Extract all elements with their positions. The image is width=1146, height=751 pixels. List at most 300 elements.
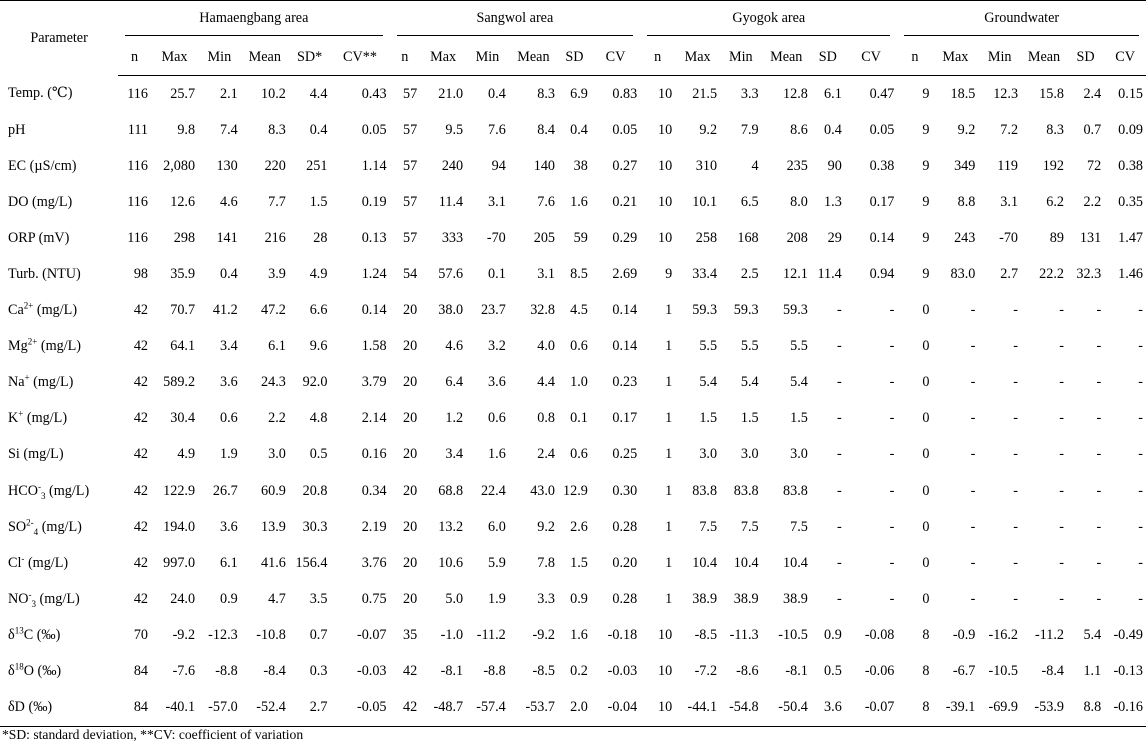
value-cell: -	[1138, 590, 1143, 607]
value-cell: -8.4	[1041, 663, 1064, 680]
value-cell: 42	[133, 302, 148, 319]
value-cell: 10	[658, 229, 673, 246]
value-cell: -	[1059, 446, 1064, 463]
value-cell: 1.5	[740, 410, 759, 427]
table-row	[0, 437, 1146, 473]
value-cell: 10	[658, 626, 673, 643]
value-cell: -8.1	[785, 663, 808, 680]
value-cell: -	[970, 446, 976, 463]
value-cell: 9	[665, 266, 673, 283]
value-cell: -	[1096, 554, 1102, 571]
value-cell: 84	[118, 690, 151, 727]
value-cell: 35	[402, 626, 418, 643]
value-cell: 192	[1042, 157, 1064, 174]
table-row	[0, 184, 1146, 220]
value-cell: 0	[922, 482, 930, 499]
parameter-base: Cl	[8, 554, 22, 571]
value-cell: 8	[922, 663, 930, 680]
value-cell: 1	[665, 410, 673, 427]
group-label: Gyogok area	[647, 4, 890, 36]
value-cell: 20	[402, 338, 418, 355]
value-cell: 7.4	[219, 121, 238, 138]
value-cell: 9.2	[699, 121, 718, 138]
value-cell: 83.8	[783, 482, 808, 499]
value-cell: -0.06	[864, 663, 895, 680]
parameter-label	[0, 690, 118, 727]
column-header: Mean	[509, 39, 558, 76]
value-cell: 9	[922, 85, 930, 102]
value-cell: 89	[1049, 229, 1064, 246]
value-cell: 1.24	[361, 266, 387, 283]
value-cell: 20	[402, 590, 418, 607]
value-cell: 38.9	[733, 590, 759, 607]
value-cell: -	[1059, 518, 1064, 535]
value-cell: 9.2	[957, 121, 976, 138]
value-cell: -11.3	[729, 626, 759, 643]
parameter-base: Si (mg/L)	[8, 446, 64, 463]
value-cell: 8.3	[537, 85, 556, 102]
value-cell: 8.6	[790, 121, 808, 138]
column-header: Mean	[1021, 39, 1067, 76]
parameter-unit: O (‰)	[23, 663, 62, 680]
value-cell: -	[1059, 410, 1064, 427]
value-cell: 9.2	[537, 518, 556, 535]
parameter-base: NO	[8, 590, 29, 607]
value-cell: 8.8	[957, 193, 976, 210]
parameter-base: SO	[8, 518, 27, 535]
parameter-label	[0, 184, 118, 220]
value-cell: -8.8	[215, 663, 238, 680]
parameter-superscript: -	[21, 553, 25, 564]
group-label: Groundwater	[904, 4, 1139, 36]
value-cell: 83.0	[950, 266, 976, 283]
value-cell: 7.5	[699, 518, 718, 535]
value-cell: -8.1	[440, 663, 464, 680]
value-cell: 5.4	[790, 374, 808, 391]
value-cell: -	[1138, 374, 1143, 391]
parameter-label	[0, 437, 118, 473]
value-cell: 20	[402, 446, 418, 463]
value-cell: 194.0	[163, 518, 196, 535]
value-cell: -	[1013, 554, 1019, 571]
value-cell: 26.7	[212, 482, 238, 499]
value-cell: 1.14	[361, 157, 387, 174]
value-cell: 1.1	[1083, 663, 1102, 680]
value-cell: -	[1138, 554, 1143, 571]
value-cell: 0.14	[612, 302, 638, 319]
value-cell: 1.3	[824, 193, 842, 210]
value-cell: -9.2	[172, 626, 196, 643]
value-cell: 2.4	[1083, 85, 1102, 102]
parameter-subscript: 3	[40, 490, 46, 501]
value-cell: -	[889, 554, 895, 571]
value-cell: 3.0	[268, 446, 286, 463]
parameter-unit: C (‰)	[23, 626, 61, 643]
parameter-label	[0, 654, 118, 690]
value-cell: 116	[127, 157, 148, 174]
value-cell: 4.9	[177, 446, 196, 463]
value-cell: 0.16	[361, 446, 387, 463]
parameter-superscript: 18	[14, 661, 24, 672]
value-cell: 29	[827, 229, 842, 246]
value-cell: 2.5	[740, 266, 759, 283]
column-header: SD	[811, 39, 845, 76]
value-cell: 3.1	[488, 193, 506, 210]
value-cell: 5.5	[790, 338, 808, 355]
value-cell: -	[889, 374, 895, 391]
value-cell: -70	[999, 229, 1019, 246]
value-cell: -1.0	[440, 626, 464, 643]
parameter-subscript: 4	[33, 526, 39, 537]
value-cell: 5.4	[740, 374, 759, 391]
value-cell: 11.4	[817, 266, 842, 283]
column-header: Max	[420, 39, 466, 76]
value-cell: -	[837, 518, 842, 535]
value-cell: -	[889, 302, 895, 319]
value-cell: 54	[402, 266, 418, 283]
value-cell: 0.4	[219, 266, 238, 283]
value-cell: -	[1059, 338, 1064, 355]
parameter-superscript: 2+	[23, 300, 34, 311]
parameter-unit: (mg/L)	[33, 302, 78, 319]
value-cell: 8.4	[537, 121, 556, 138]
value-cell: 42	[133, 590, 148, 607]
value-cell: 0	[922, 590, 930, 607]
value-cell: 6.1	[219, 554, 238, 571]
parameter-label	[0, 581, 118, 617]
column-header: SD*	[289, 39, 331, 76]
value-cell: 1	[665, 518, 673, 535]
value-cell: 8.8	[1067, 690, 1104, 727]
value-cell: 84	[133, 663, 148, 680]
value-cell: -0.07	[845, 690, 898, 727]
value-cell: 10	[658, 663, 673, 680]
column-header: Max	[675, 39, 720, 76]
value-cell: -	[889, 446, 895, 463]
value-cell: 3.1	[537, 266, 556, 283]
value-cell: 8.5	[570, 266, 588, 283]
value-cell: -0.13	[1113, 663, 1143, 680]
value-cell: 220	[264, 157, 286, 174]
value-cell: 6.1	[824, 85, 842, 102]
value-cell: 240	[441, 157, 464, 174]
value-cell: 140	[533, 157, 556, 174]
column-header: Mean	[241, 39, 289, 76]
column-header: n	[640, 39, 675, 76]
value-cell: 8.0	[790, 193, 808, 210]
group-label: Hamaengbang area	[125, 4, 382, 36]
value-cell: 0.34	[361, 482, 387, 499]
table-row	[0, 293, 1146, 329]
value-cell: -9.2	[532, 626, 556, 643]
value-cell: 7.5	[740, 518, 759, 535]
value-cell: 2.69	[612, 266, 638, 283]
value-cell: -	[970, 374, 976, 391]
value-cell: 0.4	[309, 121, 328, 138]
value-cell: 0.1	[488, 266, 506, 283]
group-header-row	[0, 1, 1146, 40]
value-cell: 119	[997, 157, 1019, 174]
parameter-superscript: +	[18, 408, 24, 419]
value-cell: -	[837, 410, 842, 427]
value-cell: 0.5	[309, 446, 328, 463]
value-cell: 5.0	[445, 590, 464, 607]
value-cell: 3.6	[811, 690, 845, 727]
table-row	[0, 365, 1146, 401]
value-cell: 59.3	[783, 302, 808, 319]
value-cell: 9.8	[177, 121, 196, 138]
value-cell: 205	[533, 229, 556, 246]
group-sangwol	[390, 1, 641, 40]
parameter-superscript: -	[28, 589, 32, 600]
value-cell: 0.4	[824, 121, 842, 138]
value-cell: 0.4	[488, 85, 506, 102]
value-cell: 0.35	[1118, 193, 1143, 210]
value-cell: 156.4	[295, 554, 328, 571]
column-header: CV	[591, 39, 640, 76]
value-cell: -	[1013, 482, 1019, 499]
value-cell: 12.9	[563, 482, 588, 499]
value-cell: 298	[173, 229, 196, 246]
value-cell: 22.4	[480, 482, 506, 499]
parameter-base: pH	[8, 121, 26, 138]
table-row	[0, 401, 1146, 437]
value-cell: 0.47	[869, 85, 895, 102]
value-cell: 38	[573, 157, 588, 174]
value-cell: -6.7	[952, 663, 976, 680]
value-cell: 6.2	[1046, 193, 1064, 210]
value-cell: 0.13	[361, 229, 387, 246]
value-cell: -	[1013, 446, 1019, 463]
value-cell: 9	[922, 121, 930, 138]
value-cell: 7.6	[488, 121, 506, 138]
value-cell: 21.5	[692, 85, 718, 102]
value-cell: 38.9	[692, 590, 718, 607]
value-cell: 0.7	[1083, 121, 1102, 138]
value-cell: 5.4	[1083, 626, 1102, 643]
value-cell: 1.2	[445, 410, 464, 427]
value-cell: -53.9	[1021, 690, 1067, 727]
value-cell: 0.21	[612, 193, 638, 210]
value-cell: 10.1	[692, 193, 718, 210]
value-cell: -	[837, 554, 842, 571]
value-cell: 116	[127, 229, 148, 246]
value-cell: 0.3	[309, 663, 328, 680]
group-label: Sangwol area	[397, 4, 634, 36]
value-cell: -	[889, 410, 895, 427]
column-header: SD	[1067, 39, 1104, 76]
parameter-base: DO (mg/L)	[8, 193, 73, 210]
value-cell: 0.9	[824, 626, 842, 643]
value-cell: 94	[491, 157, 506, 174]
group-groundwater	[897, 1, 1146, 40]
value-cell: -8.8	[483, 663, 506, 680]
parameter-label	[0, 473, 118, 509]
value-cell: 6.5	[740, 193, 759, 210]
value-cell: -	[1059, 374, 1064, 391]
value-cell: 243	[954, 229, 976, 246]
value-cell: 168	[737, 229, 759, 246]
column-header-row	[0, 39, 1146, 76]
value-cell: 2.7	[289, 690, 331, 727]
value-cell: 0	[922, 338, 930, 355]
value-cell: 2.7	[1000, 266, 1019, 283]
value-cell: -	[1059, 590, 1064, 607]
value-cell: 0	[922, 554, 930, 571]
column-header: Min	[720, 39, 762, 76]
value-cell: 92.0	[302, 374, 328, 391]
value-cell: -	[1096, 518, 1102, 535]
table-row	[0, 473, 1146, 509]
value-cell: 10	[640, 690, 675, 727]
parameter-label	[0, 365, 118, 401]
value-cell: -	[970, 338, 976, 355]
value-cell: 0.27	[612, 157, 638, 174]
value-cell: -	[1096, 338, 1102, 355]
value-cell: 5.9	[488, 554, 506, 571]
value-cell: 42	[133, 374, 148, 391]
value-cell: 8	[897, 690, 932, 727]
value-cell: 0	[922, 302, 930, 319]
value-cell: 1.5	[570, 554, 588, 571]
value-cell: 1.6	[488, 446, 506, 463]
value-cell: -0.04	[591, 690, 640, 727]
value-cell: -	[837, 302, 842, 319]
value-cell: 1	[665, 302, 673, 319]
parameter-header: Parameter	[0, 1, 118, 76]
value-cell: -10.5	[988, 663, 1019, 680]
column-header: CV	[845, 39, 898, 76]
parameter-label	[0, 617, 118, 653]
value-cell: 10	[658, 121, 673, 138]
value-cell: 0.43	[361, 85, 387, 102]
column-header: SD	[558, 39, 591, 76]
table-footnote: *SD: standard deviation, **CV: coefficient of variation	[2, 727, 304, 742]
value-cell: 42	[390, 690, 421, 727]
value-cell: 41.2	[212, 302, 238, 319]
parameter-base: K	[8, 410, 19, 427]
value-cell: 57	[402, 193, 418, 210]
column-header: n	[390, 39, 421, 76]
value-cell: -	[889, 338, 895, 355]
parameter-base: Temp. (℃)	[8, 85, 73, 102]
value-cell: 116	[127, 85, 148, 102]
value-cell: -	[1096, 302, 1102, 319]
value-cell: 3.0	[790, 446, 808, 463]
value-cell: -12.3	[208, 626, 238, 643]
value-cell: 28	[313, 229, 328, 246]
value-cell: 42	[402, 663, 418, 680]
value-cell: 2.2	[268, 410, 286, 427]
value-cell: 0.17	[612, 410, 638, 427]
table-row	[0, 545, 1146, 581]
value-cell: 42	[133, 338, 148, 355]
value-cell: 2,080	[163, 157, 196, 174]
parameter-label	[0, 220, 118, 256]
value-cell: 6.9	[570, 85, 588, 102]
value-cell: 83.8	[733, 482, 759, 499]
value-cell: 0.19	[361, 193, 387, 210]
value-cell: 1	[665, 446, 673, 463]
value-cell: 5.5	[740, 338, 759, 355]
value-cell: 20	[402, 482, 418, 499]
value-cell: 42	[133, 446, 148, 463]
value-cell: 0	[922, 374, 930, 391]
value-cell: 7.5	[790, 518, 808, 535]
value-cell: 2.6	[570, 518, 588, 535]
value-cell: 13.9	[261, 518, 286, 535]
value-cell: -	[1059, 554, 1064, 571]
value-cell: 4.6	[445, 338, 464, 355]
value-cell: -0.05	[330, 690, 389, 727]
value-cell: 57.6	[438, 266, 464, 283]
parameter-superscript: 13	[14, 625, 24, 636]
value-cell: 70	[133, 626, 148, 643]
value-cell: -50.4	[762, 690, 811, 727]
value-cell: 2.14	[361, 410, 387, 427]
value-cell: 43.0	[530, 482, 556, 499]
value-cell: 0.6	[219, 410, 238, 427]
value-cell: -	[837, 446, 842, 463]
value-cell: 13.2	[438, 518, 464, 535]
value-cell: 35.9	[170, 266, 196, 283]
value-cell: -8.5	[532, 663, 556, 680]
value-cell: -	[970, 410, 976, 427]
value-cell: -	[1138, 518, 1143, 535]
value-cell: 10.6	[438, 554, 464, 571]
table-row	[0, 509, 1146, 545]
value-cell: 1.46	[1118, 266, 1143, 283]
value-cell: 116	[127, 193, 148, 210]
value-cell: 3.3	[537, 590, 556, 607]
value-cell: -	[1096, 590, 1102, 607]
column-header: Mean	[762, 39, 811, 76]
value-cell: 9.6	[309, 338, 328, 355]
value-cell: 1.6	[570, 626, 588, 643]
value-cell: -0.08	[864, 626, 895, 643]
value-cell: 12.8	[783, 85, 808, 102]
value-cell: 111	[127, 121, 148, 138]
value-cell: -	[837, 338, 842, 355]
value-cell: 0.25	[612, 446, 638, 463]
value-cell: 7.2	[1000, 121, 1019, 138]
value-cell: 7.8	[537, 554, 556, 571]
value-cell: 10	[658, 157, 673, 174]
value-cell: 0.05	[361, 121, 387, 138]
value-cell: -	[837, 590, 842, 607]
value-cell: 0.28	[612, 590, 638, 607]
value-cell: 0.15	[1118, 85, 1143, 102]
value-cell: -	[889, 590, 895, 607]
value-cell: -	[970, 302, 976, 319]
value-cell: 0.23	[612, 374, 638, 391]
parameter-superscript: 2+	[27, 336, 38, 347]
value-cell: -8.4	[263, 663, 286, 680]
value-cell: -0.16	[1104, 690, 1146, 727]
value-cell: -16.2	[988, 626, 1019, 643]
value-cell: 0.4	[570, 121, 588, 138]
value-cell: 9	[922, 157, 930, 174]
table-header	[0, 1, 1146, 76]
parameter-base: Mg	[8, 338, 28, 355]
parameter-base: EC (µS/cm)	[8, 157, 77, 174]
parameter-base: Turb. (NTU)	[8, 266, 81, 283]
value-cell: -0.18	[607, 626, 638, 643]
value-cell: 2.4	[537, 446, 556, 463]
value-cell: 20.8	[302, 482, 328, 499]
value-cell: -	[970, 518, 976, 535]
parameter-unit: (mg/L)	[45, 482, 90, 499]
